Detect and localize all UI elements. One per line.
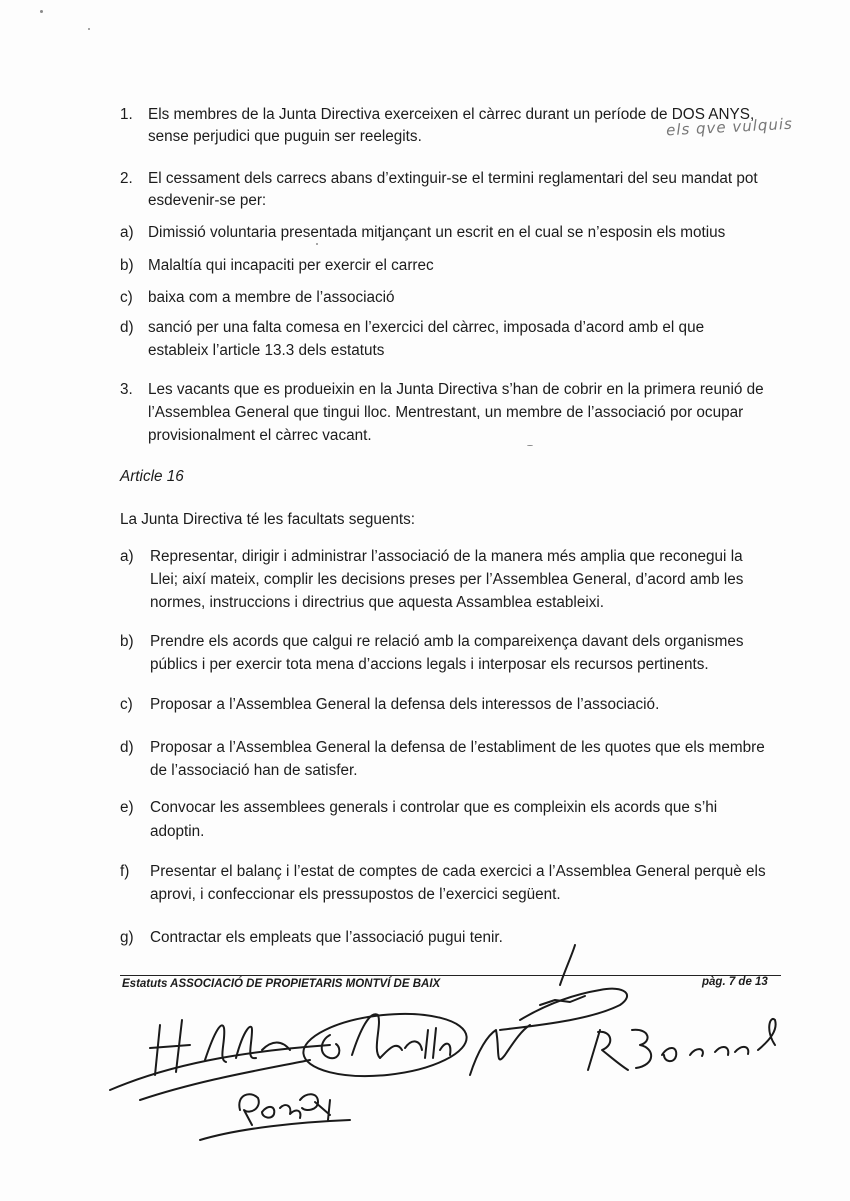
- page-number: pàg. 7 de 13: [702, 976, 768, 988]
- article-intro: La Junta Directiva té les facultats seguents:: [120, 511, 416, 528]
- subitem-d-label: d): [120, 319, 134, 336]
- article-item-b-label: b): [120, 633, 134, 650]
- article-item-d-label: d): [120, 739, 134, 756]
- item-2-label: 2.: [120, 170, 133, 187]
- subitem-d-line-1: sanció per una falta comesa en l’exercici del càrrec, imposada d’acord amb el que: [148, 319, 705, 336]
- item-2-line-1: El cessament dels carrecs abans d’extinguir-se el termini reglamentari del seu mandat pot: [148, 170, 758, 187]
- article-item-g-line-1: Contractar els empleats que l’associació pugui tenir.: [150, 929, 503, 946]
- article-item-a-line-2: Llei; així mateix, complir les decisions preses per l’Assemblea General, d’acord amb les: [150, 571, 744, 588]
- article-item-c-label: c): [120, 696, 133, 713]
- subitem-a-line-1: Dimissió voluntaria presentada mitjançant un escrit en el cual se n’esposin els motius: [148, 224, 726, 241]
- article-item-e-label: e): [120, 799, 134, 816]
- article-item-g-label: g): [120, 929, 134, 946]
- item-3-line-2: l’Assemblea General que tingui lloc. Mentrestant, un membre de l’associació por ocupar: [148, 404, 744, 421]
- article-item-a-line-1: Representar, dirigir i administrar l’associació de la manera més amplia que reconegui la: [150, 548, 743, 565]
- article-item-f-label: f): [120, 863, 130, 880]
- article-item-f-line-1: Presentar el balanç i l’estat de comptes de cada exercici a l’Assemblea General perquè els: [150, 863, 766, 880]
- article-item-b-line-2: públics i per exercir tota mena d’accions legals i interposar els recursos pertinents.: [150, 656, 709, 673]
- article-item-a-label: a): [120, 548, 134, 565]
- handwritten-note: els qve vulquis: [665, 114, 794, 140]
- item-3-label: 3.: [120, 381, 133, 398]
- item-1-label: 1.: [120, 106, 133, 123]
- article-item-d-line-1: Proposar a l’Assemblea General la defensa de l’establiment de les quotes que els membre: [150, 739, 765, 756]
- signature-1: [110, 1020, 330, 1100]
- article-item-a-line-3: normes, instruccions i directrius que aquesta Assamblea estableixi.: [150, 594, 605, 611]
- item-3-line-1: Les vacants que es produeixin en la Junta Directiva s’han de cobrir en la primera reunió de: [148, 381, 764, 398]
- subitem-b-label: b): [120, 257, 134, 274]
- signature-3: [470, 945, 627, 1075]
- item-3-line-3: provisionalment el càrrec vacant.: [148, 427, 372, 444]
- subitem-c-label: c): [120, 289, 133, 306]
- subitem-b-line-1: Malaltía qui incapaciti per exercir el carrec: [148, 257, 434, 274]
- article-item-b-line-1: Prendre els acords que calgui re relació amb la compareixença davant dels organismes: [150, 633, 744, 650]
- signature-5: [200, 1094, 350, 1140]
- subitem-d-line-2: estableix l’article 13.3 dels estatuts: [148, 342, 385, 359]
- subitem-a-label: a): [120, 224, 134, 241]
- article-item-c-line-1: Proposar a l’Assemblea General la defensa dels interessos de l’associació.: [150, 696, 660, 713]
- footer-title: Estatuts ASSOCIACIÓ DE PROPIETARIS MONTVÍ DE BAIX: [122, 978, 441, 990]
- subitem-c-line-1: baixa com a membre de l’associació: [148, 289, 395, 306]
- article-item-d-line-2: de l’associació han de satisfer.: [150, 762, 358, 779]
- signature-4: [588, 1019, 776, 1070]
- item-2-line-2: esdevenir-se per:: [148, 192, 267, 209]
- article-item-f-line-2: aprovi, i confeccionar els pressupostos de l’exercici següent.: [150, 886, 561, 903]
- item-1-line-2: sense perjudici que puguin ser reelegits.: [148, 128, 422, 145]
- article-item-e-line-2: adoptin.: [150, 823, 205, 840]
- article-item-e-line-1: Convocar les assemblees generals i controlar que es compleixin els acords que s’hi: [150, 799, 718, 816]
- item-1-line-1: Els membres de la Junta Directiva exerceixen el càrrec durant un període de DOS ANYS,: [148, 106, 755, 123]
- article-heading: Article 16: [120, 468, 184, 485]
